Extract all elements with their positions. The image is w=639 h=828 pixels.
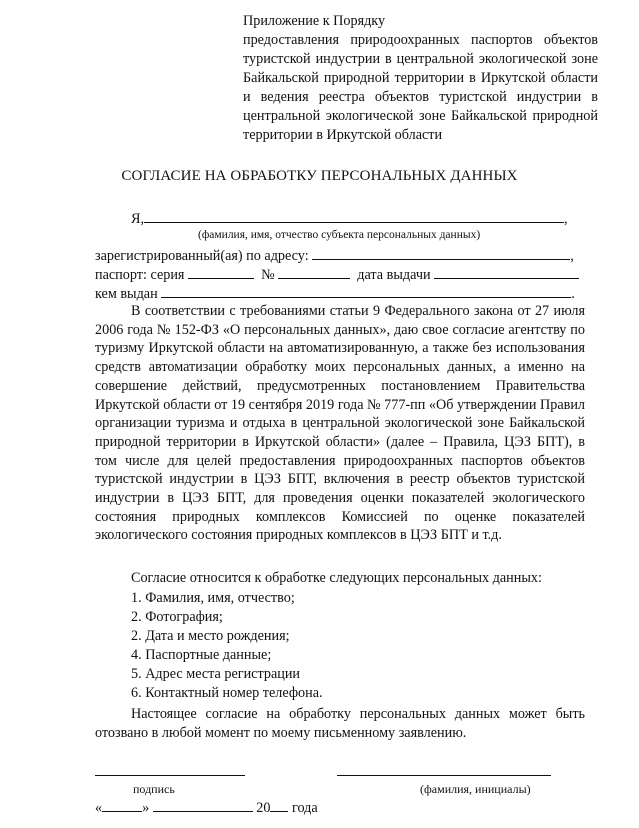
list-item: 2. Дата и место рождения;: [131, 628, 290, 644]
list-item: 6. Контактный номер телефона.: [131, 685, 323, 701]
appendix-block: [243, 12, 598, 145]
day-field[interactable]: [102, 798, 142, 812]
address-label: зарегистрированный(ая) по адресу:: [95, 248, 309, 264]
issue-date-field[interactable]: [434, 265, 579, 279]
name-line: Я, ,: [131, 211, 568, 227]
ya-label: Я,: [131, 211, 145, 227]
close-quote: »: [142, 800, 150, 816]
passport-series-label: паспорт: серия: [95, 267, 185, 283]
issued-by-line: кем выдан .: [95, 286, 575, 302]
paragraph-revocation: Настоящее согласие на обработку персональных данных может быть отозвано в любой момент по моему письменному заявлению.: [95, 706, 585, 741]
revocation-paragraph: [95, 705, 585, 742]
signature-line[interactable]: [95, 775, 245, 776]
month-field[interactable]: [153, 798, 253, 812]
open-quote: «: [95, 800, 103, 816]
list-item: 1. Фамилия, имя, отчество;: [131, 590, 295, 606]
passport-line: [95, 265, 579, 284]
issued-by-label: кем выдан: [95, 286, 158, 302]
list-item: 5. Адрес места регистрации: [131, 666, 301, 682]
document-title: СОГЛАСИЕ НА ОБРАБОТКУ ПЕРСОНАЛЬНЫХ ДАННЫХ: [121, 168, 518, 184]
issued-by-field[interactable]: [161, 284, 571, 298]
passport-number-field[interactable]: [278, 265, 350, 279]
consent-scope: [95, 569, 585, 588]
passport-series-field[interactable]: [188, 265, 254, 279]
year-field[interactable]: [270, 798, 288, 812]
date-line: [95, 798, 318, 817]
consent-paragraph: [95, 302, 585, 545]
full-name-field[interactable]: [144, 209, 564, 223]
appendix-body: предоставления природоохранных паспортов объектов туристской индустрии в центральной экологической зоне Байкальской природной территории в Иркутской области и ведения реестра объектов туристской индустрии в центральной экологической зоне Байкальской природной территории в Иркутской области: [243, 32, 598, 143]
signature-caption: подпись: [133, 782, 175, 796]
year-prefix: 20: [256, 800, 271, 816]
list-item: 4. Паспортные данные;: [131, 647, 272, 663]
paragraph-scope: Согласие относится к обработке следующих персональных данных:: [131, 570, 542, 586]
initials-line[interactable]: [337, 775, 551, 776]
name-caption: (фамилия, имя, отчество субъекта персональных данных): [198, 229, 481, 241]
list-item: 2. Фотография;: [131, 609, 223, 625]
address-line: зарегистрированный(ая) по адресу: ,: [95, 248, 574, 264]
year-suffix: года: [292, 800, 318, 816]
address-field[interactable]: [312, 246, 570, 260]
passport-number-label: №: [261, 267, 275, 283]
initials-caption: (фамилия, инициалы): [420, 782, 531, 796]
appendix-title: Приложение к Порядку: [243, 13, 386, 29]
issue-date-label: дата выдачи: [357, 267, 431, 283]
paragraph-main: В соответствии с требованиями статьи 9 Федерального закона от 27 июля 2006 года № 152-ФЗ «О персональных данных», даю свое согласие агентству по туризму Иркутской области на автоматизированную, а также без использования средств автоматизации обработку моих персональных данных, а именно на совершение действий, предусмотренных постановлением Правительства Иркутской области от 19 сентября 2019 года № 777-пп «Об утверждении Правил организации туризма и отдыха в центральной экологической зоне Байкальской природной территории в Иркутской области» (далее – Правила, ЦЭЗ БПТ), в том числе для целей предоставления природоохранных паспортов объектов туристской индустрии в ЦЭЗ БПТ, включения в реестр объектов туристской индустрии в ЦЭЗ БПТ, для проведения оценки показателей экологического состояния природных комплексов Комиссией по оценке показателей экологического состояния природных комплексов в ЦЭЗ БПТ и т.д.: [95, 303, 585, 544]
